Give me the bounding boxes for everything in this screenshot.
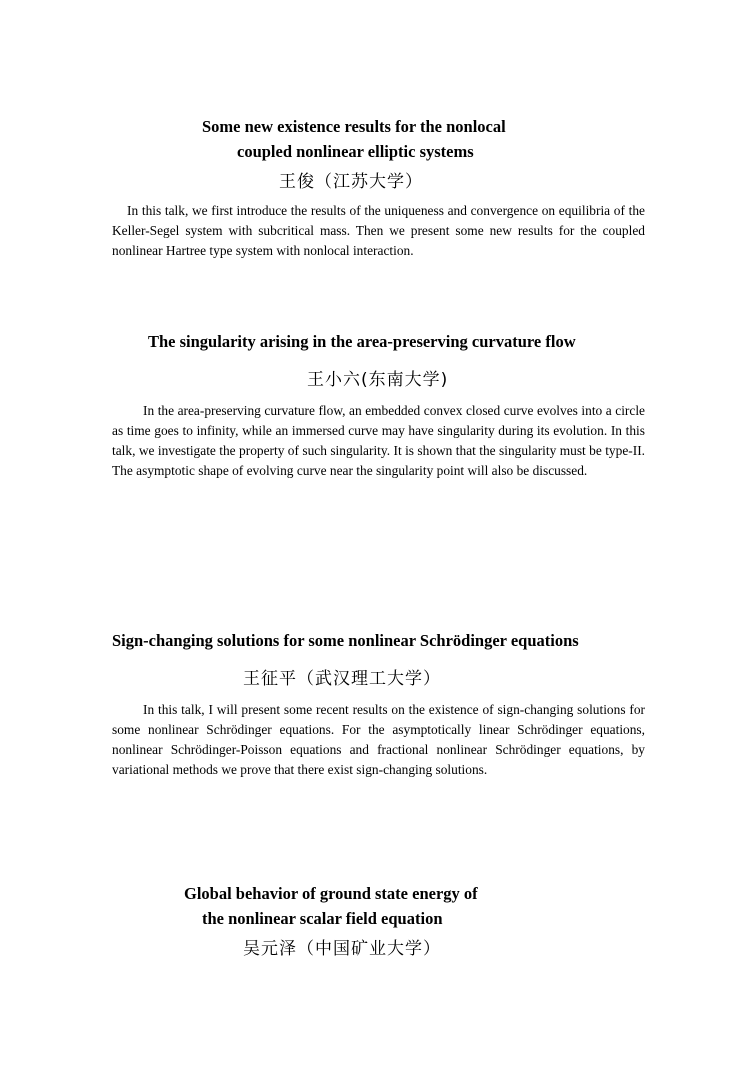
talk-4-title-line-2: the nonlinear scalar field equation bbox=[202, 909, 443, 928]
talk-3-title: Sign-changing solutions for some nonlinear Schrödinger equations bbox=[112, 631, 579, 650]
talk-2-title: The singularity arising in the area-preserving curvature flow bbox=[148, 332, 576, 351]
talk-1-abstract: In this talk, we first introduce the results of the uniqueness and convergence on equilibria of the Keller-Segel system with subcritical mass. Then we present some new results for the coupled nonlinear Hartree type system with nonlocal interaction. bbox=[112, 203, 645, 258]
talk-3-author: 王征平（武汉理工大学） bbox=[243, 669, 441, 689]
talk-3-abstract: In this talk, I will present some recent results on the existence of sign-changing solutions for some nonlinear Schrödinger equations. For the asymptotically linear Schrödinger equations, nonlinear Schrödinger-Poisson equations and fractional nonlinear Schrödinger equations, by variational methods we prove that there exist sign-changing solutions. bbox=[112, 702, 645, 777]
talk-4-title-line-1: Global behavior of ground state energy of bbox=[184, 884, 478, 903]
talk-1-author: 王俊（江苏大学） bbox=[279, 172, 423, 192]
talk-4-author: 吴元泽（中国矿业大学） bbox=[243, 939, 441, 959]
talk-2-author: 王小六(东南大学) bbox=[307, 370, 449, 390]
talk-2-abstract: In the area-preserving curvature flow, an embedded convex closed curve evolves into a circle as time goes to infinity, while an immersed curve may have singularity during its evolution. In this talk, we investigate the property of such singularity. It is shown that the singularity must be type-II. The asymptotic shape of evolving curve near the singularity point will also be discussed. bbox=[112, 403, 645, 478]
talk-1-title-line-2: coupled nonlinear elliptic systems bbox=[237, 142, 474, 161]
talk-1-title-line-1: Some new existence results for the nonlocal bbox=[202, 117, 506, 136]
